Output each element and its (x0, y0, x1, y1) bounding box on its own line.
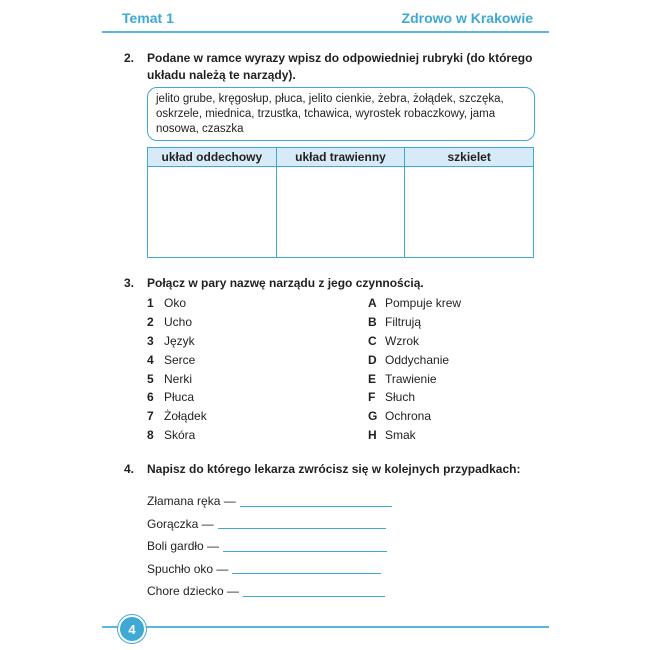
list-item: 5 Nerki (147, 371, 193, 386)
column-header-digestive: układ trawienny (276, 148, 405, 167)
answer-line[interactable] (223, 541, 387, 552)
answer-cell-digestive[interactable] (276, 167, 405, 258)
list-item: G Ochrona (368, 409, 432, 424)
answer-line[interactable] (218, 518, 386, 529)
list-item: 3 Język (147, 333, 195, 348)
list-item: Boli gardło — (147, 535, 392, 558)
list-item: 4 Serce (147, 352, 196, 367)
column-header-respiratory: układ oddechowy (148, 148, 277, 167)
answer-line[interactable] (240, 496, 392, 507)
answer-cell-respiratory[interactable] (148, 167, 277, 258)
list-item: D Oddychanie (368, 352, 450, 367)
column-header-skeleton: szkielet (405, 148, 534, 167)
list-item: A Pompuje krew (368, 296, 462, 311)
list-item: E Trawienie (368, 371, 437, 386)
topic-label: Temat 1 (122, 10, 174, 26)
answer-line[interactable] (232, 563, 381, 574)
organ-list (147, 294, 207, 444)
list-item: F Słuch (368, 390, 416, 405)
task4-number: 4. (124, 462, 135, 476)
task4-instruction: Napisz do którego lekarza zwrócisz się w kolejnych przypadkach: (147, 462, 521, 476)
task2-number: 2. (124, 51, 135, 65)
list-item: 6 Płuca (147, 390, 195, 405)
section-title: Zdrowo w Krakowie (401, 10, 533, 26)
list-item: H Smak (368, 427, 416, 442)
list-item: B Filtrują (368, 315, 422, 330)
list-item: Złamana ręka — (147, 490, 392, 513)
list-item: C Wzrok (368, 333, 419, 348)
answer-cell-skeleton[interactable] (405, 167, 534, 258)
list-item: Spuchło oko — (147, 558, 392, 581)
list-item: Gorączka — (147, 513, 392, 536)
page-number: 4 (118, 615, 146, 643)
word-box: jelito grube, kręgosłup, płuca, jelito cienkie, żebra, żołądek, szczęka, oskrzele, miednica, trzustka, tchawica, wyrostek robaczkowy, jama nosowa, czaszka (147, 87, 535, 141)
list-item: Chore dziecko — (147, 580, 392, 603)
list-item: 7 Żołądek (147, 409, 207, 424)
task2-instruction: Podane w ramce wyrazy wpisz do odpowiedniej rubryki (do którego układu należą te narządy). (147, 51, 533, 82)
task3-number: 3. (124, 276, 135, 290)
list-item: 8 Skóra (147, 427, 196, 442)
doctor-cases-list (147, 490, 392, 603)
footer-divider (102, 626, 549, 628)
header-divider (102, 31, 549, 33)
list-item: 2 Ucho (147, 315, 193, 330)
answer-line[interactable] (243, 586, 385, 597)
function-list (368, 294, 461, 444)
list-item: 1 Oko (147, 296, 187, 311)
sorting-table (147, 147, 534, 258)
task3-instruction: Połącz w pary nazwę narządu z jego czynnością. (147, 276, 424, 290)
